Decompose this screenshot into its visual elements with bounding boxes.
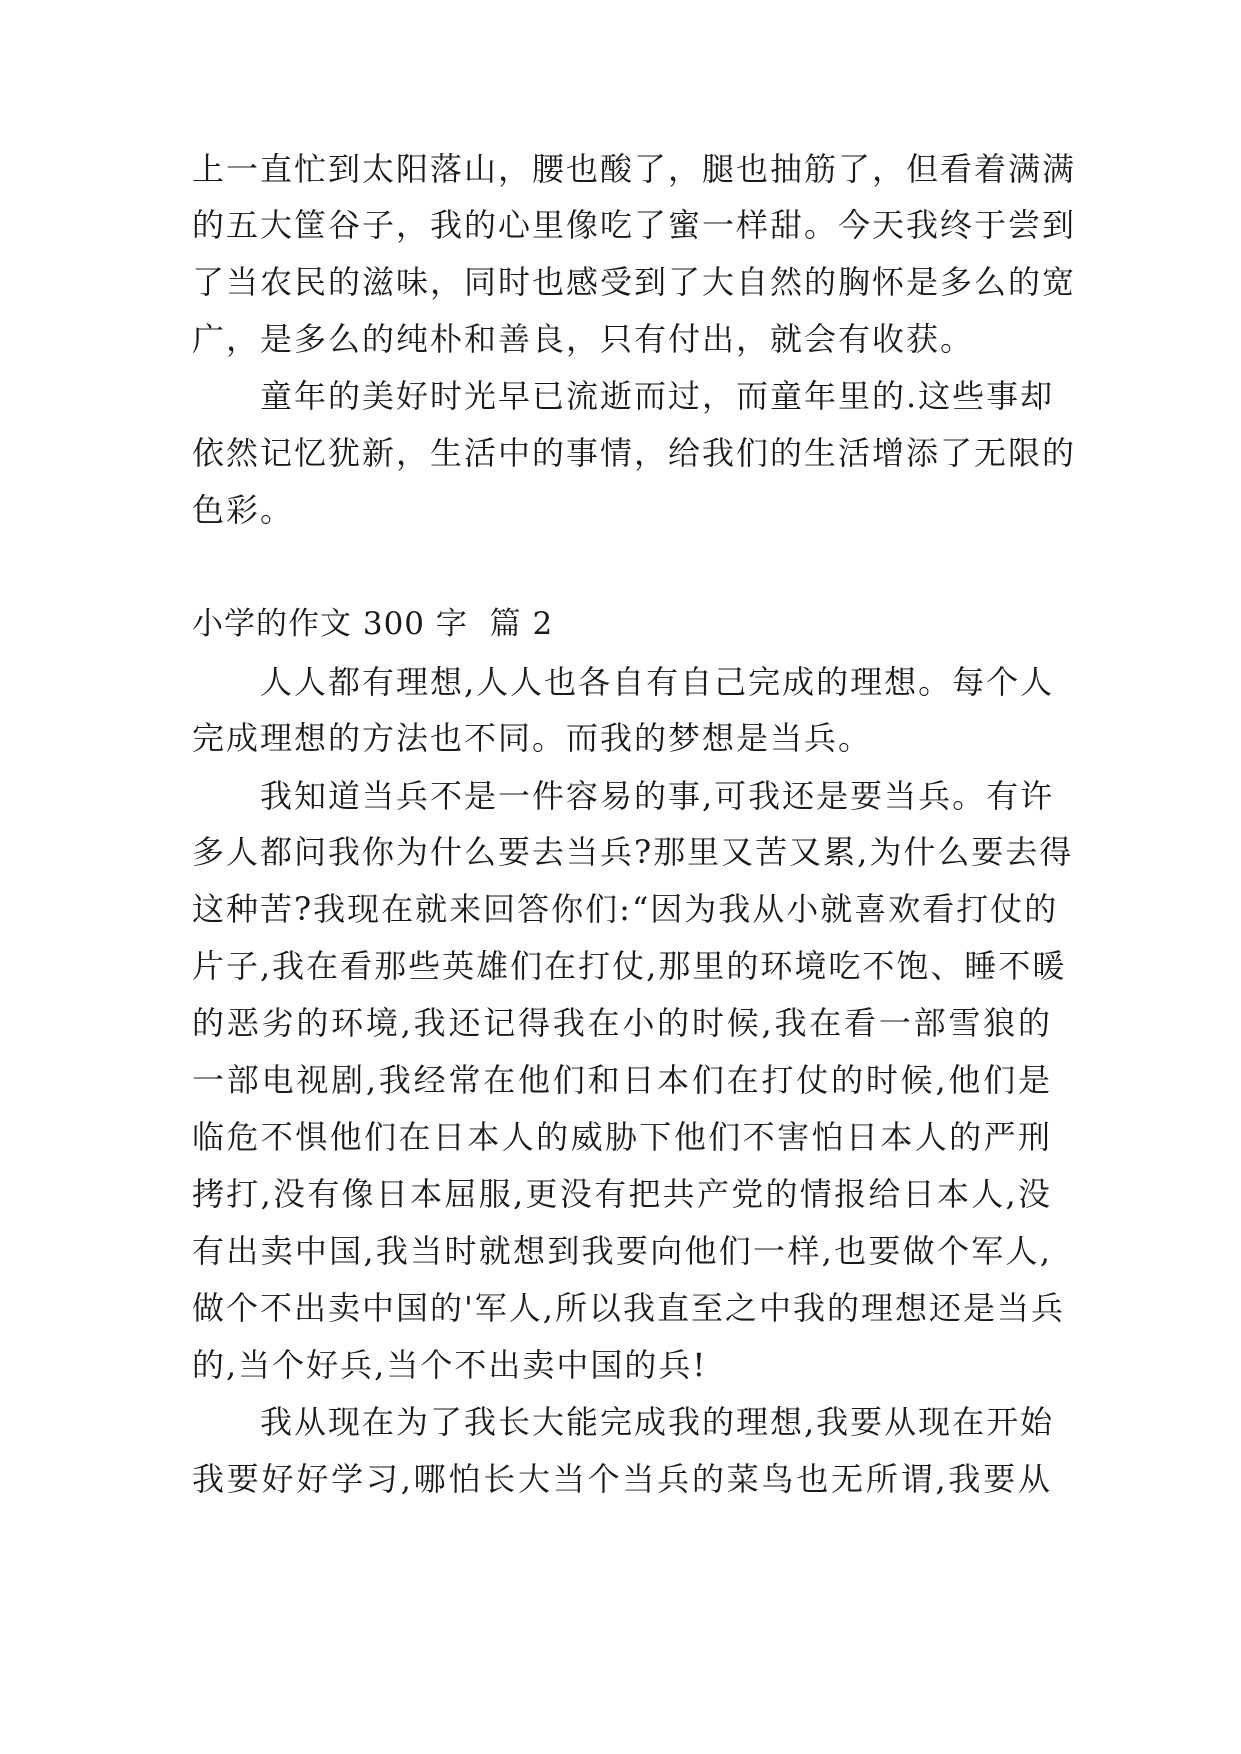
text-line: 依然记忆犹新，生活中的事情，给我们的生活增添了无限的 bbox=[192, 434, 1077, 472]
text-line: 片子,我在看那些英雄们在打仗,那里的环境吃不饱、睡不暖 bbox=[192, 947, 1067, 985]
text-line: 了当农民的滋味，同时也感受到了大自然的胸怀是多么的宽 bbox=[192, 263, 1077, 301]
text-line: 童年的美好时光早已流逝而过，而童年里的.这些事却 bbox=[260, 377, 1055, 415]
text-line: 的五大筐谷子，我的心里像吃了蜜一样甜。今天我终于尝到 bbox=[192, 206, 1077, 244]
text-line: 的恶劣的环境,我还记得我在小的时候,我在看一部雪狼的 bbox=[192, 1004, 1052, 1042]
text-line: 做个不出卖中国的'军人,所以我直至之中我的理想还是当兵 bbox=[192, 1289, 1065, 1327]
text-line: 广，是多么的纯朴和善良，只有付出，就会有收获。 bbox=[192, 320, 975, 358]
text-line: 的,当个好兵,当个不出卖中国的兵! bbox=[192, 1346, 708, 1384]
text-line: 上一直忙到太阳落山，腰也酸了，腿也抽筋了，但看着满满 bbox=[192, 150, 1077, 188]
text-line: 我从现在为了我长大能完成我的理想,我要从现在开始 bbox=[260, 1403, 1055, 1441]
text-line: 完成理想的方法也不同。而我的梦想是当兵。 bbox=[192, 719, 873, 757]
text-line: 多人都问我你为什么要去当兵?那里又苦又累,为什么要去得 bbox=[192, 833, 1074, 871]
text-line: 拷打,没有像日本屈服,更没有把共产党的情报给日本人,没 bbox=[192, 1175, 1052, 1213]
text-line: 一部电视剧,我经常在他们和日本们在打仗的时候,他们是 bbox=[192, 1061, 1052, 1099]
section-heading: 小学的作文 300 字 篇 2 bbox=[192, 606, 554, 642]
text-line: 有出卖中国,我当时就想到我要向他们一样,也要做个军人, bbox=[192, 1232, 1052, 1270]
text-line: 我要好好学习,哪怕长大当个当兵的菜鸟也无所谓,我要从 bbox=[192, 1460, 1052, 1498]
text-line: 这种苦?我现在就来回答你们:“因为我从小就喜欢看打仗的 bbox=[192, 890, 1059, 928]
text-line: 我知道当兵不是一件容易的事,可我还是要当兵。有许 bbox=[260, 777, 1055, 815]
text-line: 临危不惧他们在日本人的威胁下他们不害怕日本人的严刑 bbox=[192, 1118, 1052, 1156]
text-line: 人人都有理想,人人也各自有自己完成的理想。每个人 bbox=[260, 663, 1055, 701]
text-line: 色彩。 bbox=[192, 491, 295, 529]
